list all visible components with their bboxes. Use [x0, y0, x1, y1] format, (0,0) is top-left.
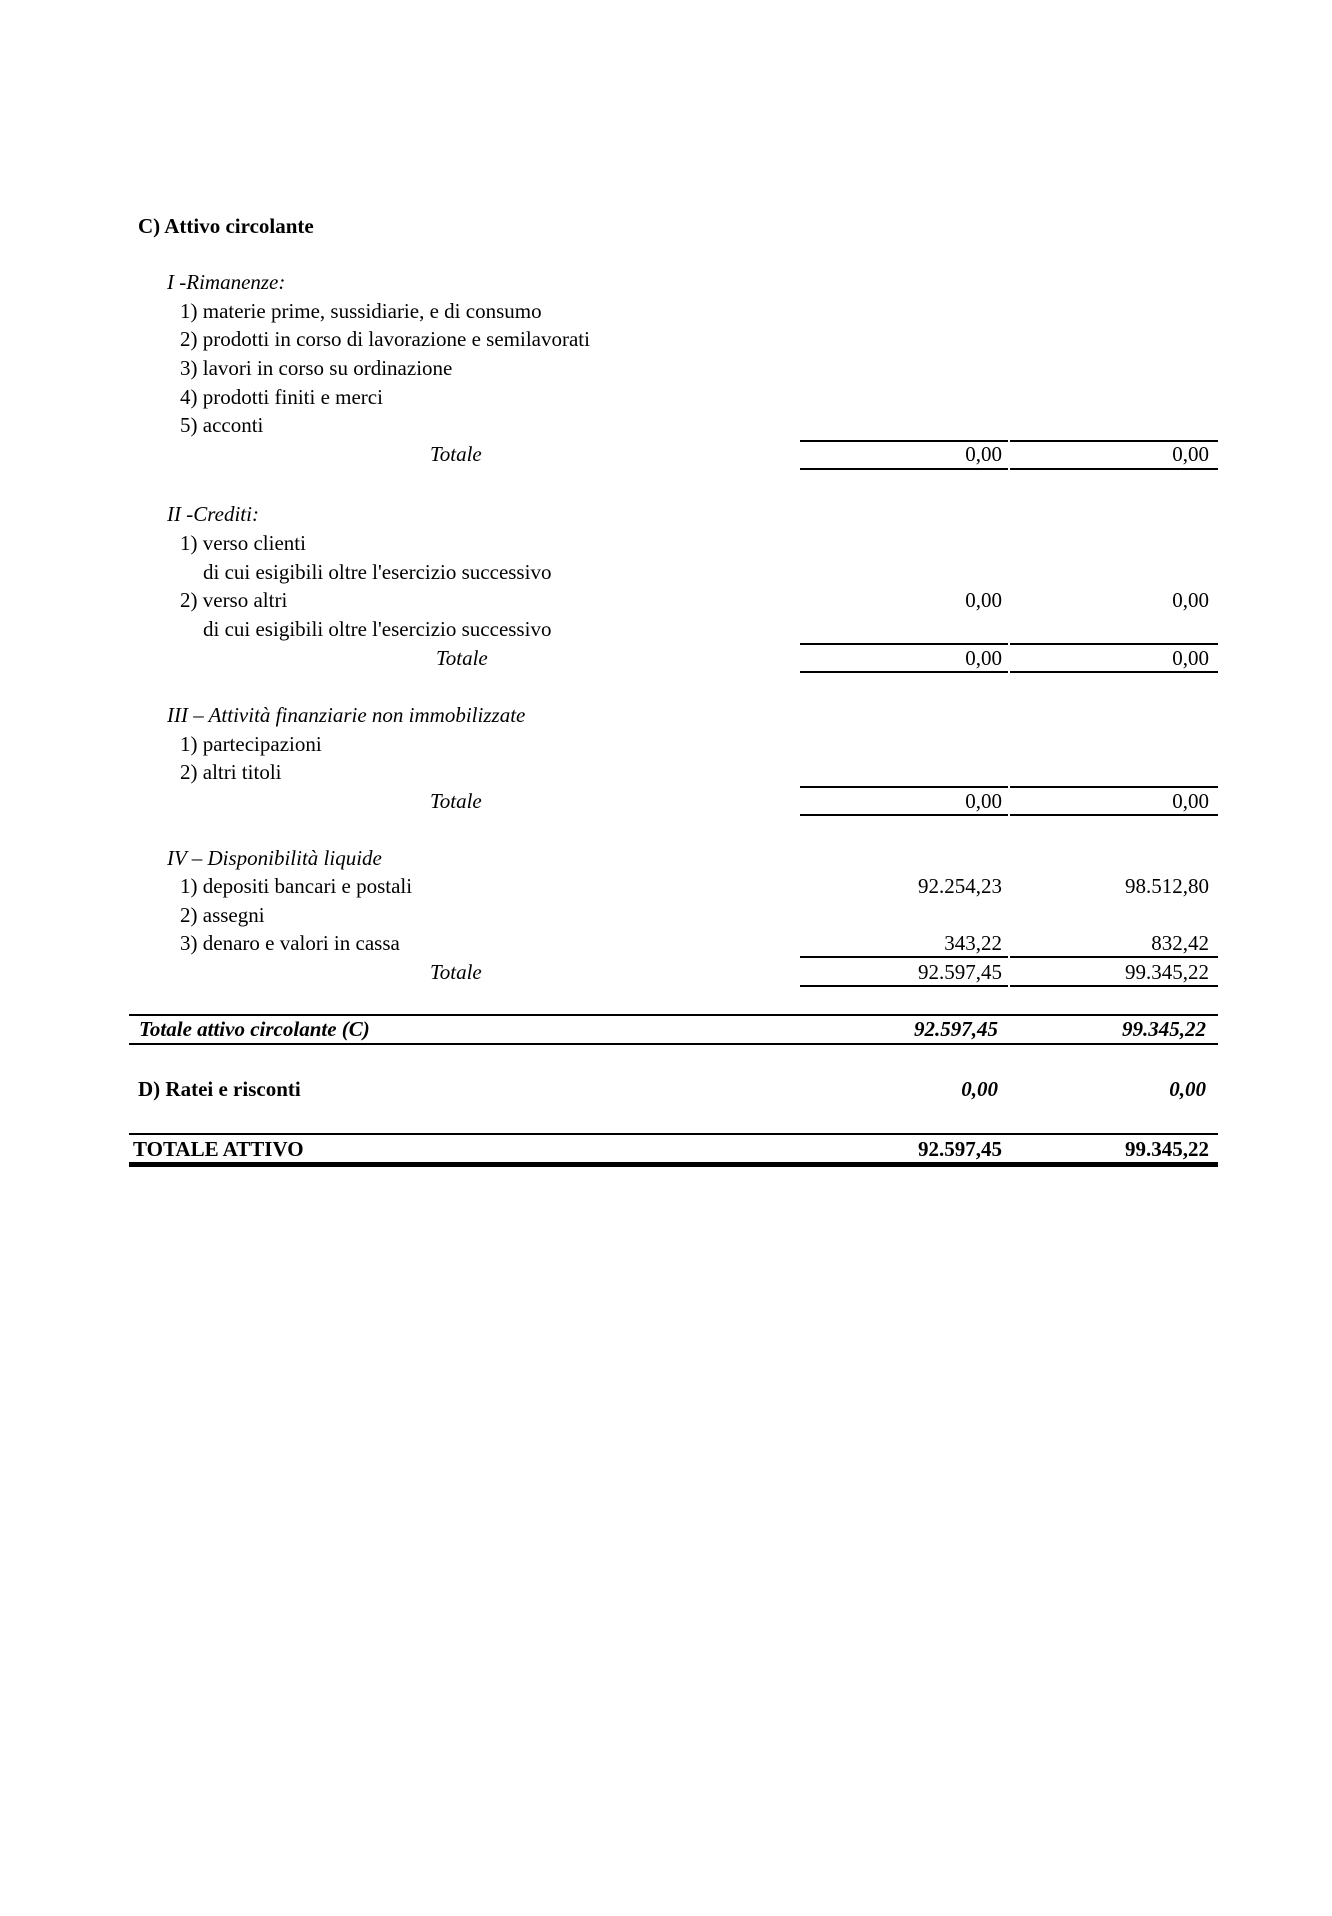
disponibilita-total-previous: 99.345,22 — [1125, 960, 1209, 984]
attivita-finanziarie-total-previous: 0,00 — [1172, 789, 1209, 813]
disponibilita-item3-previous: 832,42 — [1151, 931, 1209, 955]
crediti-item: 2) verso altri — [180, 588, 288, 612]
crediti-item: 1) verso clienti — [180, 531, 306, 555]
totale-attivo-circolante-previous: 99.345,22 — [1122, 1017, 1206, 1041]
crediti-subitem: di cui esigibili oltre l'esercizio successivo — [203, 560, 552, 584]
totale-attivo-label: TOTALE ATTIVO — [133, 1137, 304, 1161]
rule — [1010, 814, 1218, 816]
totale-attivo-circolante-label: Totale attivo circolante (C) — [139, 1017, 370, 1041]
disponibilita-item: 1) depositi bancari e postali — [180, 874, 413, 898]
rule — [800, 468, 1008, 470]
disponibilita-item1-current: 92.254,23 — [918, 874, 1002, 898]
rimanenze-item: 4) prodotti finiti e merci — [180, 385, 383, 409]
ratei-risconti-current: 0,00 — [961, 1077, 998, 1101]
rule — [1010, 786, 1218, 788]
totale-attivo-circolante-current: 92.597,45 — [914, 1017, 998, 1041]
crediti-total-label: Totale — [436, 646, 488, 670]
disponibilita-total-label: Totale — [430, 960, 482, 984]
attivita-finanziarie-total-label: Totale — [430, 789, 482, 813]
rule — [800, 985, 1008, 987]
crediti-heading: II -Crediti: — [167, 502, 259, 526]
rimanenze-total-label: Totale — [430, 442, 482, 466]
attivita-finanziarie-item: 1) partecipazioni — [180, 732, 322, 756]
rule — [1010, 956, 1218, 958]
rule — [800, 786, 1008, 788]
attivita-finanziarie-heading: III – Attività finanziarie non immobilizzate — [167, 703, 526, 727]
rimanenze-item: 1) materie prime, sussidiarie, e di consumo — [180, 299, 542, 323]
disponibilita-item: 2) assegni — [180, 903, 265, 927]
disponibilita-heading: IV – Disponibilità liquide — [167, 846, 382, 870]
rimanenze-total-current: 0,00 — [965, 442, 1002, 466]
disponibilita-item1-previous: 98.512,80 — [1125, 874, 1209, 898]
rule — [800, 814, 1008, 816]
disponibilita-item3-current: 343,22 — [944, 931, 1002, 955]
crediti-subitem: di cui esigibili oltre l'esercizio successivo — [203, 617, 552, 641]
rule — [800, 643, 1008, 645]
rule — [129, 1043, 1218, 1045]
ratei-risconti-previous: 0,00 — [1169, 1077, 1206, 1101]
attivita-finanziarie-item: 2) altri titoli — [180, 760, 282, 784]
rule — [800, 956, 1008, 958]
section-d-title: D) Ratei e risconti — [138, 1077, 301, 1101]
rule — [1010, 468, 1218, 470]
rimanenze-item: 5) acconti — [180, 413, 264, 437]
rule — [129, 1162, 1218, 1167]
rimanenze-heading: I -Rimanenze: — [167, 270, 286, 294]
crediti-item2-previous: 0,00 — [1172, 588, 1209, 612]
rule — [800, 671, 1008, 673]
totale-attivo-current: 92.597,45 — [918, 1137, 1002, 1161]
crediti-item2-current: 0,00 — [965, 588, 1002, 612]
rule — [1010, 985, 1218, 987]
attivita-finanziarie-total-current: 0,00 — [965, 789, 1002, 813]
disponibilita-total-current: 92.597,45 — [918, 960, 1002, 984]
rimanenze-item: 3) lavori in corso su ordinazione — [180, 356, 453, 380]
rule — [129, 1014, 1218, 1016]
disponibilita-item: 3) denaro e valori in cassa — [180, 931, 400, 955]
section-c-title: C) Attivo circolante — [138, 214, 314, 238]
rule — [129, 1133, 1218, 1135]
rimanenze-total-previous: 0,00 — [1172, 442, 1209, 466]
crediti-total-current: 0,00 — [965, 646, 1002, 670]
crediti-total-previous: 0,00 — [1172, 646, 1209, 670]
rule — [1010, 671, 1218, 673]
totale-attivo-previous: 99.345,22 — [1125, 1137, 1209, 1161]
rimanenze-item: 2) prodotti in corso di lavorazione e semilavorati — [180, 327, 590, 351]
rule — [1010, 643, 1218, 645]
